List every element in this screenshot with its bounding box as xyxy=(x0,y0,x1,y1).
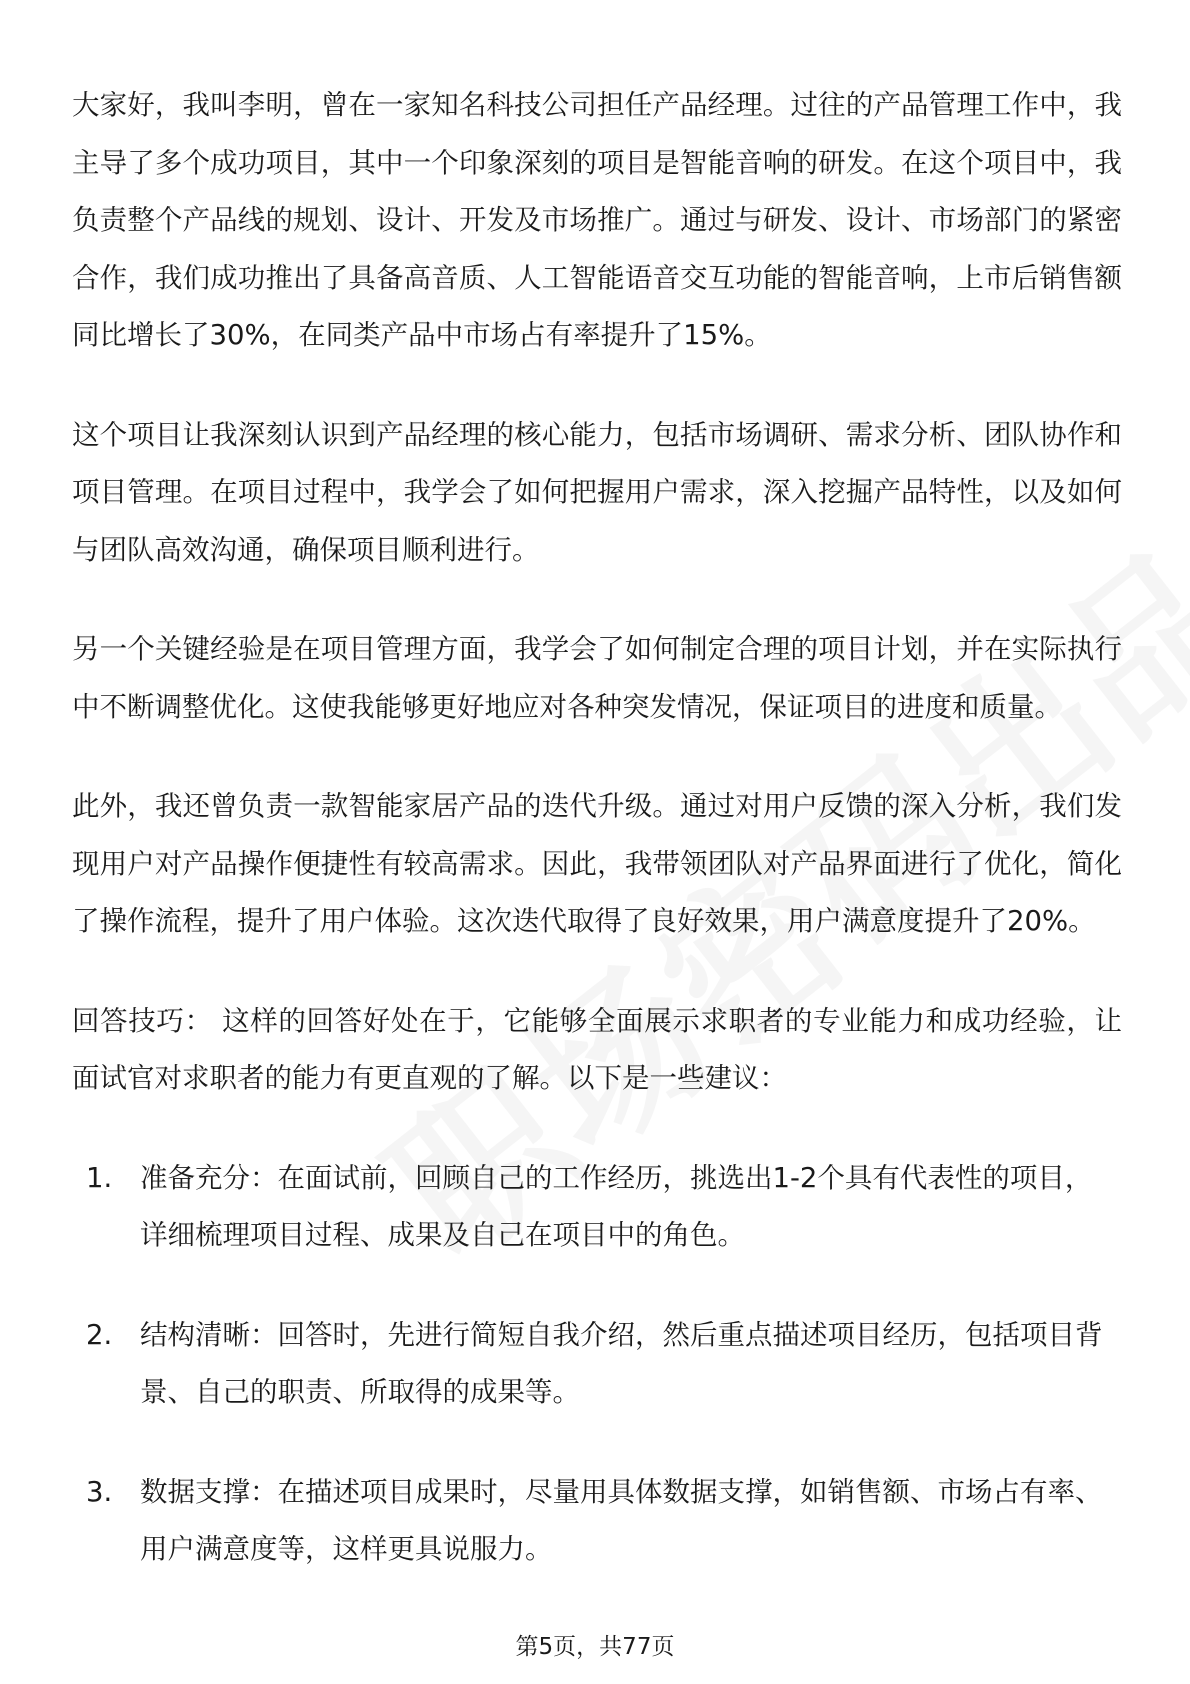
paragraph-intro: 大家好，我叫李明，曾在一家知名科技公司担任产品经理。过往的产品管理工作中，我主导了多个成功项目，其中一个印象深刻的项目是智能音响的研发。在这个项目中，我负责整个产品线的规划、设计、开发及市场推广。通过与研发、设计、市场部门的紧密合作，我们成功推出了具备高音质、人工智能语音交互功能的智能音响，上市后销售额同比增长了30%，在同类产品中市场占有率提升了15%。 xyxy=(72,89,1122,351)
paragraph-answer-tips: 回答技巧： 这样的回答好处在于，它能够全面展示求职者的专业能力和成功经验，让面试官对求职者的能力有更直观的了解。以下是一些建议： xyxy=(72,1004,1122,1094)
list-number: 1. xyxy=(86,1161,113,1194)
paragraph-project-management: 另一个关键经验是在项目管理方面，我学会了如何制定合理的项目计划，并在实际执行中不断调整优化。这使我能够更好地应对各种突发情况，保证项目的进度和质量。 xyxy=(72,633,1122,723)
document-body xyxy=(72,77,1122,1621)
list-text: 数据支撑：在描述项目成果时，尽量用具体数据支撑，如销售额、市场占有率、用户满意度等，这样更具说服力。 xyxy=(140,1475,1103,1565)
list-text: 准备充分：在面试前，回顾自己的工作经历，挑选出1-2个具有代表性的项目，详细梳理项目过程、成果及自己在项目中的角色。 xyxy=(140,1161,1093,1251)
list-item xyxy=(72,1150,1122,1265)
page-footer: 第5页，共77页 xyxy=(515,1634,675,1660)
paragraph-core-abilities: 这个项目让我深刻认识到产品经理的核心能力，包括市场调研、需求分析、团队协作和项目管理。在项目过程中，我学会了如何把握用户需求，深入挖掘产品特性，以及如何与团队高效沟通，确保项目顺利进行。 xyxy=(72,418,1122,566)
paragraph-iteration: 此外，我还曾负责一款智能家居产品的迭代升级。通过对用户反馈的深入分析，我们发现用户对产品操作便捷性有较高需求。因此，我带领团队对产品界面进行了优化，简化了操作流程，提升了用户体验。这次迭代取得了良好效果，用户满意度提升了20%。 xyxy=(72,790,1122,937)
tips-list xyxy=(72,1150,1122,1579)
list-number: 3. xyxy=(86,1475,113,1508)
list-number: 2. xyxy=(86,1318,113,1351)
list-item xyxy=(72,1307,1122,1422)
list-item xyxy=(72,1464,1122,1579)
list-text: 结构清晰：回答时，先进行简短自我介绍，然后重点描述项目经历，包括项目背景、自己的职责、所取得的成果等。 xyxy=(140,1318,1103,1408)
